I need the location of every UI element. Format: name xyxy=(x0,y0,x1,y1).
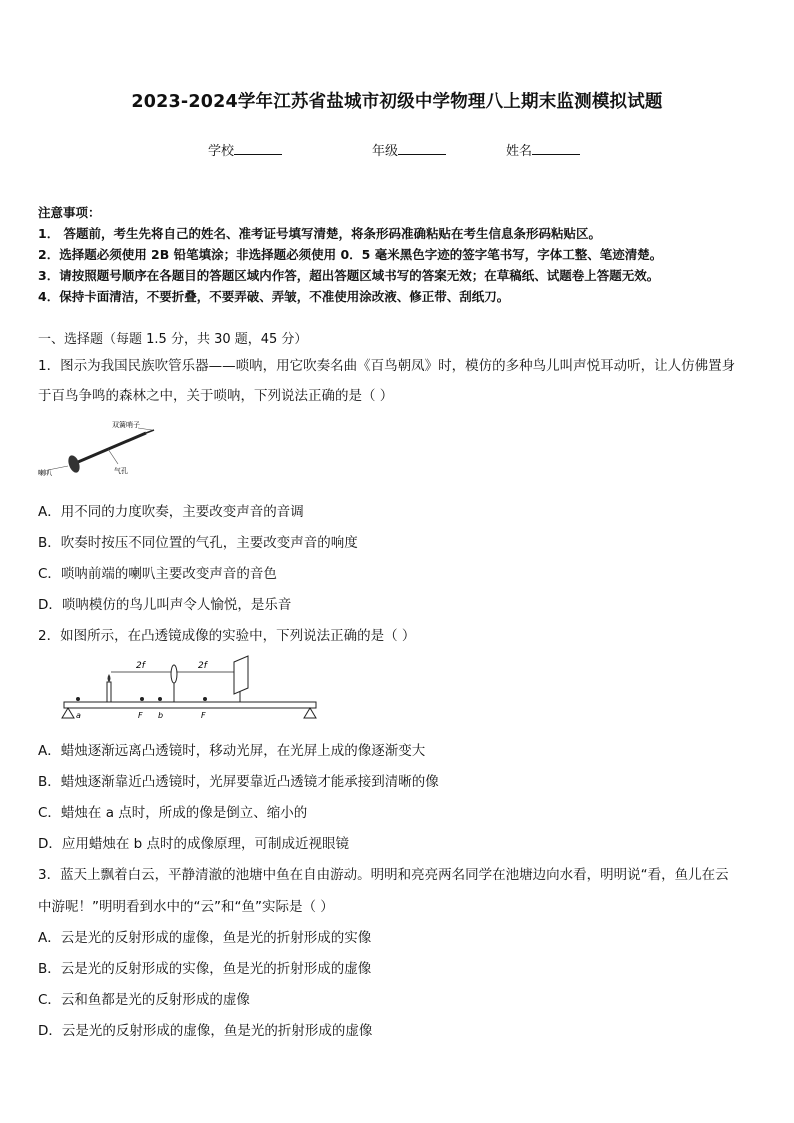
point-b xyxy=(158,697,162,701)
q1-option-d[interactable]: D．唢呐模仿的鸟儿叫声令人愉悦，是乐音 xyxy=(38,597,292,613)
question-1-line-1: 1．图示为我国民族吹管乐器——唢呐，用它吹奏名曲《百鸟朝凤》时，模仿的多种鸟儿叫声悦耳动听，让人仿佛置身 xyxy=(38,358,736,374)
q3-option-d[interactable]: D．云是光的反射形成的虚像，鱼是光的折射形成的虚像 xyxy=(38,1023,373,1039)
label-2f-right: 2f xyxy=(198,661,207,671)
label-2f-left: 2f xyxy=(136,661,145,671)
name-underline xyxy=(532,142,580,155)
question-2-line-1: 2．如图所示，在凸透镜成像的实验中，下列说法正确的是（ ） xyxy=(38,628,416,644)
candle-flame xyxy=(108,674,111,682)
q3-option-c[interactable]: C．云和鱼都是光的反射形成的虚像 xyxy=(38,992,250,1008)
grade-underline xyxy=(398,142,446,155)
note-item: 3．请按照题号顺序在各题目的答题区域内作答，超出答题区域书写的答案无效；在草稿纸、试题卷上答题无效。 xyxy=(38,268,660,283)
point-F-left xyxy=(140,697,144,701)
reed-label: 双簧哨子 xyxy=(112,421,140,429)
grade-field[interactable] xyxy=(372,140,446,159)
bell-label: 喇叭 xyxy=(38,469,52,477)
hole-label: 气孔 xyxy=(114,467,128,475)
point-F-right xyxy=(203,697,207,701)
optical-bench xyxy=(64,702,316,708)
question-3-line-1: 3．蓝天上飘着白云，平静清澈的池塘中鱼在自由游动。明明和亮亮两名同学在池塘边向水看，明明说“看，鱼儿在云 xyxy=(38,867,729,883)
suona-figure xyxy=(38,418,168,480)
school-underline xyxy=(234,142,282,155)
note-item: 4．保持卡面清洁，不要折叠，不要弄破、弄皱，不准使用涂改液、修正带、刮纸刀。 xyxy=(38,289,510,304)
suona-body xyxy=(78,433,146,462)
notes-heading: 注意事项： xyxy=(38,205,101,220)
convex-lens xyxy=(171,665,177,683)
q1-option-b[interactable]: B．吹奏时按压不同位置的气孔，主要改变声音的响度 xyxy=(38,535,358,551)
q2-option-c[interactable]: C．蜡烛在 a 点时，所成的像是倒立、缩小的 xyxy=(38,805,308,821)
note-item: 2．选择题必须使用 2B 铅笔填涂；非选择题必须使用 0．5 毫米黑色字迹的签字笔书写，字体工整、笔迹清楚。 xyxy=(38,247,663,262)
bench-left-support xyxy=(62,708,74,718)
suona-reed xyxy=(146,430,154,433)
question-3-line-2: 中游呢！”明明看到水中的“云”和“鱼”实际是（ ） xyxy=(38,899,334,915)
label-F-right: F xyxy=(201,711,206,720)
school-label: 学校 xyxy=(208,144,235,159)
name-label: 姓名 xyxy=(506,144,533,159)
q2-option-a[interactable]: A．蜡烛逐渐远离凸透镜时，移动光屏，在光屏上成的像逐渐变大 xyxy=(38,743,426,759)
candle xyxy=(107,682,111,702)
question-1-line-2: 于百鸟争鸣的森林之中，关于唢呐，下列说法正确的是（ ） xyxy=(38,388,394,404)
hole-pointer xyxy=(108,449,118,464)
name-field[interactable] xyxy=(506,140,580,159)
q1-option-c[interactable]: C．唢呐前端的喇叭主要改变声音的音色 xyxy=(38,566,277,582)
light-screen xyxy=(234,656,248,694)
q2-option-d[interactable]: D．应用蜡烛在 b 点时的成像原理，可制成近视眼镜 xyxy=(38,836,350,852)
label-a: a xyxy=(76,711,81,720)
note-item: 1． 答题前，考生先将自己的姓名、准考证号填写清楚，将条形码准确粘贴在考生信息条形码粘贴区。 xyxy=(38,226,602,241)
grade-label: 年级 xyxy=(372,144,399,159)
suona-bell xyxy=(66,454,82,474)
school-field[interactable] xyxy=(208,140,282,159)
bench-right-support xyxy=(304,708,316,718)
q3-option-b[interactable]: B．云是光的反射形成的实像，鱼是光的折射形成的虚像 xyxy=(38,961,372,977)
q3-option-a[interactable]: A．云是光的反射形成的虚像，鱼是光的折射形成的实像 xyxy=(38,930,372,946)
reed-pointer xyxy=(138,428,152,430)
label-b: b xyxy=(158,711,164,720)
point-a xyxy=(76,697,80,701)
label-F-left: F xyxy=(138,711,143,720)
q2-option-b[interactable]: B．蜡烛逐渐靠近凸透镜时，光屏要靠近凸透镜才能承接到清晰的像 xyxy=(38,774,439,790)
exam-title: 2023-2024学年江苏省盐城市初级中学物理八上期末监测模拟试题 xyxy=(131,92,663,112)
q1-option-a[interactable]: A．用不同的力度吹奏，主要改变声音的音调 xyxy=(38,504,304,520)
lens-experiment-figure xyxy=(58,652,323,724)
section-heading: 一、选择题（每题 1.5 分，共 30 题，45 分） xyxy=(38,332,308,347)
